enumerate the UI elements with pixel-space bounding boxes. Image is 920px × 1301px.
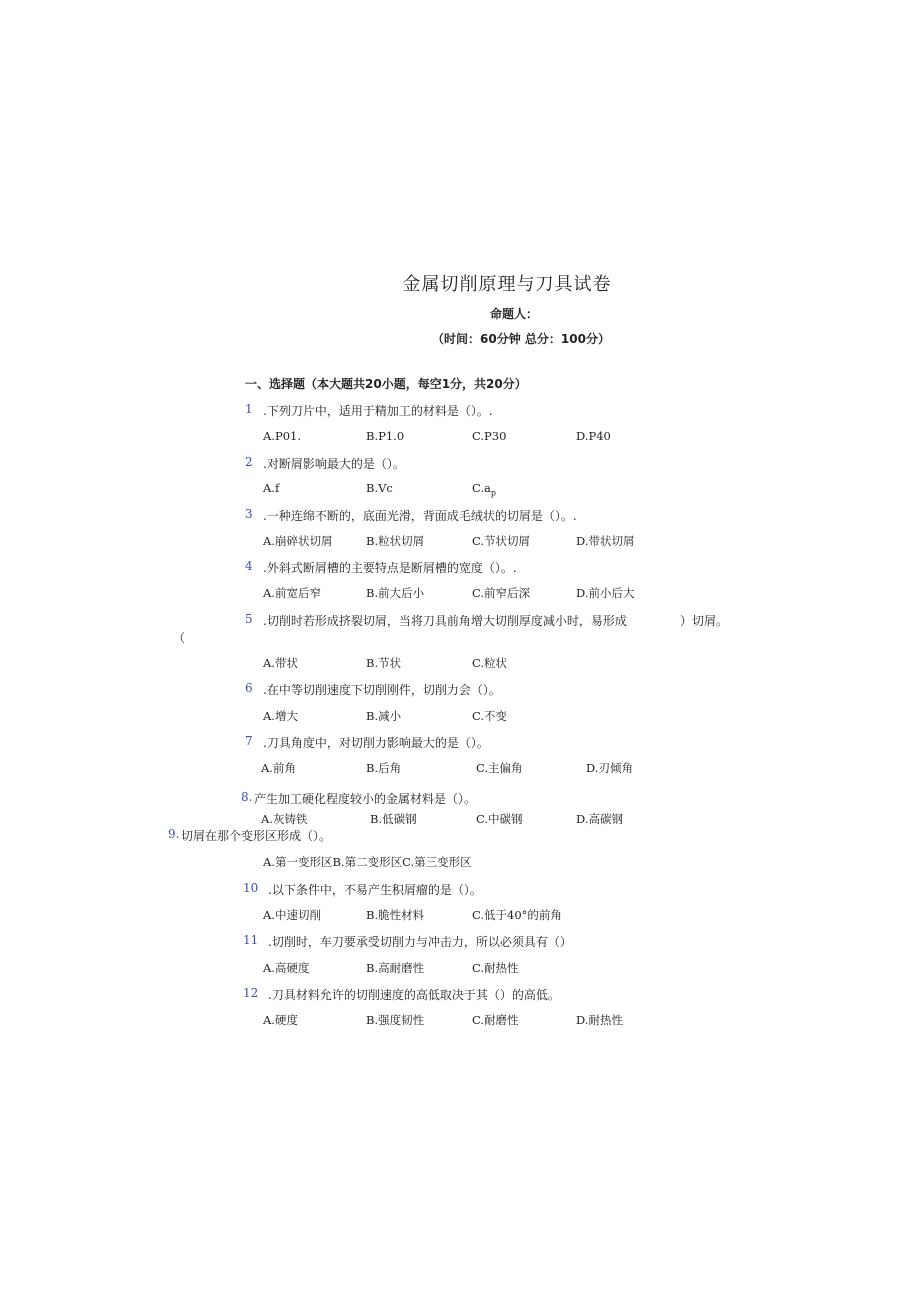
option: B.强度韧性 <box>366 1013 425 1027</box>
question-text: .刀具角度中，对切削力影响最大的是（）。 <box>263 736 489 750</box>
option: A.f <box>263 481 280 495</box>
option: C.低于40°的前角 <box>472 908 562 922</box>
question-number: 8. <box>241 790 253 804</box>
question-number: 9. <box>168 827 180 841</box>
question-text: .一种连绵不断的，底面光滑，背面成毛绒状的切屑是（）。. <box>263 509 577 523</box>
option: C.P30 <box>472 429 507 443</box>
question-number: 5 <box>245 612 253 626</box>
exam-time-info: （时间：60分钟 总分：100分） <box>432 332 610 346</box>
question-text: .下列刀片中，适用于精加工的材料是（）。. <box>263 404 493 418</box>
option: A.带状 <box>263 656 298 670</box>
question-text: 产生加工硬化程度较小的金属材料是（）。 <box>254 792 477 806</box>
option: A.增大 <box>263 709 298 723</box>
option: B.P1.0 <box>366 429 405 443</box>
question-number: 10 <box>243 881 259 895</box>
option: C.中碳钢 <box>476 812 523 826</box>
option: B.前大后小 <box>366 586 425 600</box>
option: B.粒状切屑 <box>366 534 425 548</box>
question-text-tail: ）切屑。 <box>680 614 729 628</box>
option: D.刃倾角 <box>586 761 633 775</box>
option-subscript: p <box>490 488 497 498</box>
option: D.前小后大 <box>576 586 635 600</box>
option: D.P40 <box>576 429 611 443</box>
option: A.崩碎状切屑 <box>263 534 333 548</box>
question-text: .切削时，车刀要承受切削力与冲击力，所以必须具有（） <box>268 935 572 949</box>
exam-author: 命题人： <box>489 307 538 321</box>
question-text: .外斜式断屑槽的主要特点是断屑槽的宽度（）。. <box>263 561 517 575</box>
option: B.低碳钢 <box>370 812 417 826</box>
option-text: C.a <box>472 481 491 495</box>
option <box>472 481 496 497</box>
option: B.高耐磨性 <box>366 961 425 975</box>
option: B.Vc <box>366 481 393 495</box>
question-text: .以下条件中，不易产生积屑瘤的是（）。 <box>268 883 482 897</box>
option: D.带状切屑 <box>576 534 635 548</box>
question-number: 4 <box>245 559 253 573</box>
option: A.硬度 <box>263 1013 298 1027</box>
option: C.前窄后深 <box>472 586 531 600</box>
question-number: 11 <box>243 933 259 947</box>
section-heading: 一、选择题（本大题共20小题，每空1分，共20分） <box>245 377 527 391</box>
question-number: 3 <box>245 507 253 521</box>
question-text: .在中等切削速度下切削刚件，切削力会（）。 <box>263 683 501 697</box>
question-text: .切削时若形成挤裂切屑，当将刀具前角增大切削厚度减小时，易形成 <box>263 614 627 628</box>
question-number: 12 <box>243 986 259 1000</box>
option: A.P01. <box>263 429 301 443</box>
question-text: .对断屑影响最大的是（）。 <box>263 457 405 471</box>
exam-title: 金属切削原理与刀具试卷 <box>402 274 612 295</box>
question-text: .刀具材料允许的切削速度的高低取决于其（）的高低。 <box>268 988 560 1002</box>
question-number: 2 <box>245 455 253 469</box>
option: C.主偏角 <box>476 761 523 775</box>
option: D.耐热性 <box>576 1013 623 1027</box>
question-text: 切屑在那个变形区形成（）。 <box>181 829 332 843</box>
option: B.减小 <box>366 709 402 723</box>
question-number: 1 <box>245 402 253 416</box>
option: A.前宽后窄 <box>263 586 321 600</box>
option: D.高碳钢 <box>576 812 623 826</box>
option: B.脆性材料 <box>366 908 425 922</box>
option: A.灰铸铁 <box>261 812 308 826</box>
question-number: 7 <box>245 734 253 748</box>
question-wrap-paren: （ <box>173 631 186 645</box>
option: C.耐热性 <box>472 961 519 975</box>
option: A.中速切削 <box>263 908 321 922</box>
option: B.节状 <box>366 656 402 670</box>
option: A.高硬度 <box>263 961 310 975</box>
option: B.后角 <box>366 761 402 775</box>
option: A.第一变形区B.第二变形区C.第三变形区 <box>263 855 472 869</box>
option: A.前角 <box>261 761 296 775</box>
option: C.耐磨性 <box>472 1013 519 1027</box>
question-number: 6 <box>245 681 253 695</box>
option: C.节状切屑 <box>472 534 531 548</box>
option: C.粒状 <box>472 656 508 670</box>
option: C.不变 <box>472 709 508 723</box>
